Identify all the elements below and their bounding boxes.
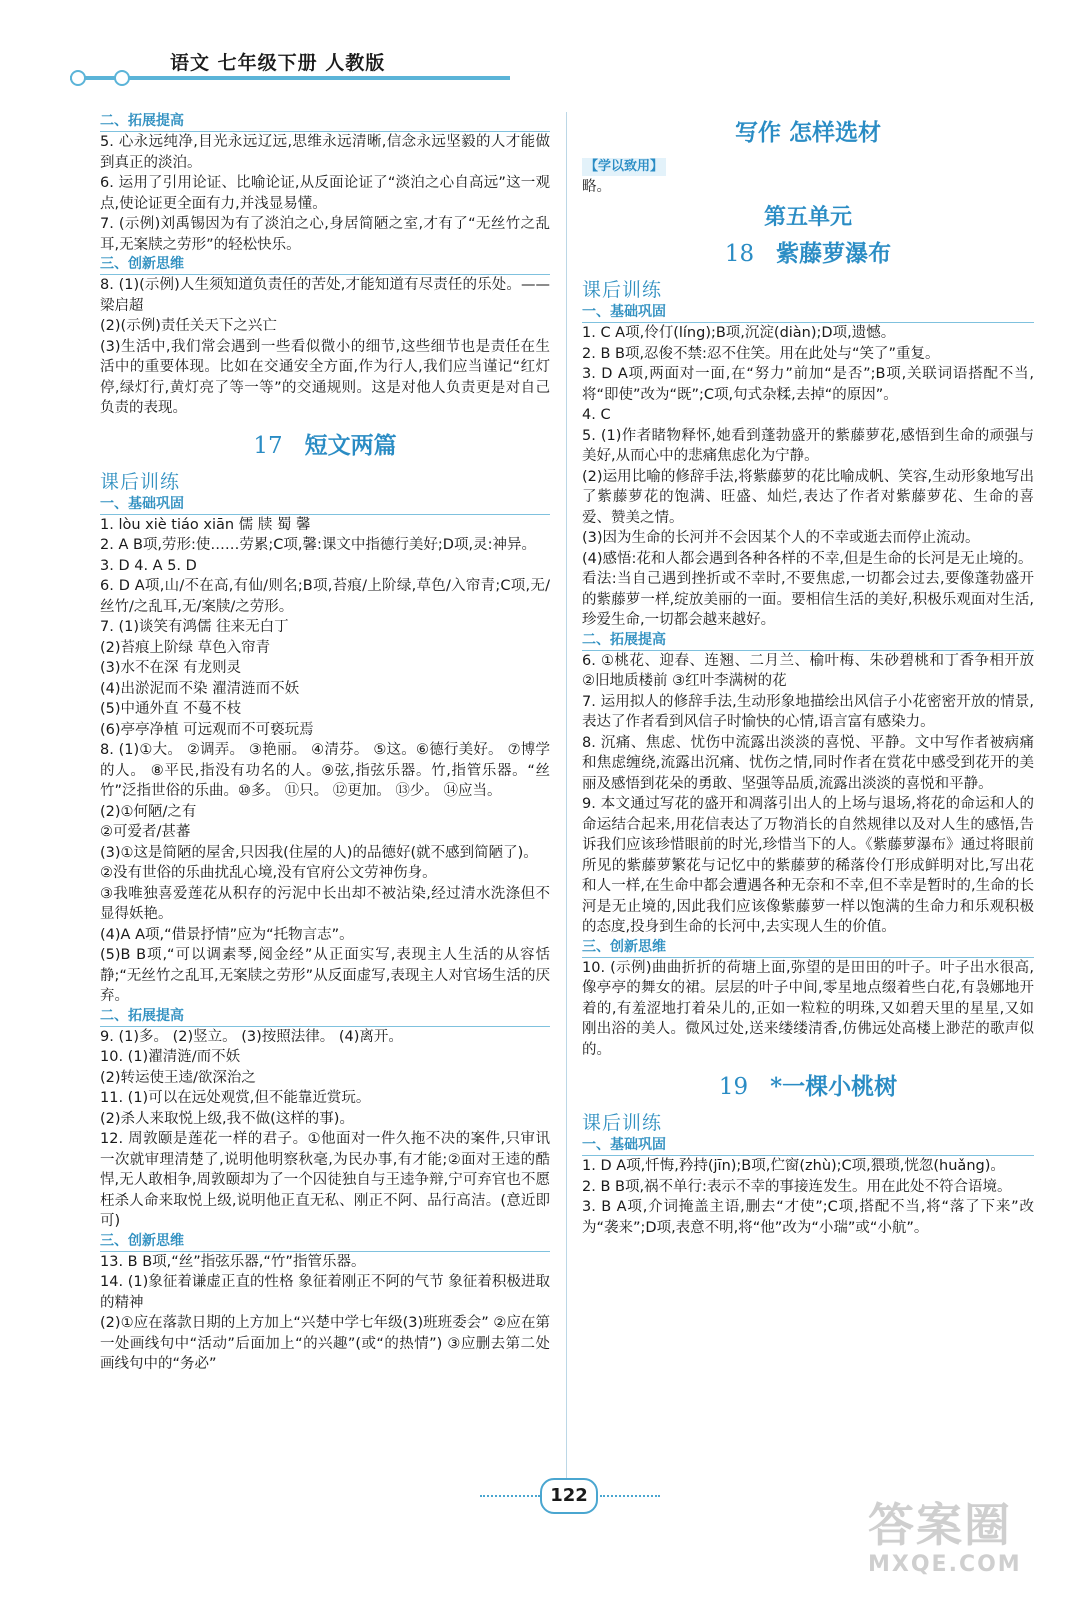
lesson-title: 短文两篇 [304,431,397,459]
subsection-title: 课后训练 [100,470,181,493]
answer-item: 3. D A项,两面对一面,在“努力”前加“是否”;B项,关联词语搭配不当,将“即使”改为“既”;C项,句式杂糅,去掉“的原因”。 [582,366,1034,403]
lesson-title: 紫藤萝瀑布 [776,240,892,267]
lesson-number: 18 [724,241,755,267]
answer-item: 6. D A项,山/不在高,有仙/则名;B项,苔痕/上阶绿,草色/入帘青;C项,无/丝竹/之乱耳,无/案牍/之劳形。 [100,578,550,615]
answer-item: 9. (1)多。 (2)竖立。 (3)按照法律。 (4)离开。 [100,1028,403,1045]
answer-item: (2)苔痕上阶绿 草色入帘青 [100,639,271,656]
answer-item: 7. (1)谈笑有鸿儒 往来无白丁 [100,619,289,635]
answer-item: (5)中通外直 不蔓不枝 [100,701,242,717]
page-footer [480,1478,660,1512]
practice-tag: 【学以致用】 [582,158,666,176]
item-list [100,132,550,255]
answer-item: 14. (1)象征着谦虚正直的性格 象征着刚正不阿的气节 象征着积极进取的精神 [100,1274,550,1311]
footer-dots [480,1495,540,1497]
section-heading: 三、创新思维 [100,1232,550,1252]
section-heading: 二、拓展提高 [100,1007,550,1027]
answer-item: (6)亭亭净植 可远观而不可亵玩焉 [100,721,314,738]
item-list [100,515,550,1007]
answer-item: 13. B B项,“丝”指弦乐器,“竹”指管乐器。 [100,1253,366,1270]
answer-item: (3)①这是简陋的屋舍,只因我(住屋的人)的品德好(就不感到简陋了)。 [100,844,538,861]
unit-title: 第五单元 [763,205,852,230]
answer-item: 8. (1)①大。 ②调弄。 ③艳丽。 ④清芬。 ⑤这。⑥德行美好。 ⑦博学的人。 ⑧平民,指没有功名的人。⑨弦,指弦乐器。竹,指管乐器。“丝竹”泛指世俗的乐曲。⑩多。 ⑪只。 ⑫更加。 ⑬少。 ⑭应当。 [100,742,550,799]
answer-item: 2. B B项,忍俊不禁:忍不住笑。用在此处与“笑了”重复。 [582,345,940,362]
lesson-heading [100,429,550,463]
column-divider [566,112,567,1492]
answer-item: 5. (1)作者睹物释怀,她看到蓬勃盛开的紫藤萝花,感悟到生命的顽强与美好,从而心中的悲痛焦虑化为宁静。 [582,427,1034,464]
answer-item: (4)感悟:花和人都会遇到各种各样的不幸,但是生命的长河是无止境的。 [582,550,1033,567]
answer-item: 10. (示例)曲曲折折的荷塘上面,弥望的是田田的叶子。叶子出水很高,像亭亭的舞女的裙。层层的叶子中间,零星地点缀着些白花,有袅娜地开着的,有羞涩地打着朵儿的,正如一粒粒的明珠,又如碧天里的星星,又如刚出浴的美人。微风过处,送来缕缕清香,仿佛远处高楼上渺茫的歌声似的。 [582,959,1034,1058]
answer-item: 6. ①桃花、迎春、连翘、二月兰、榆叶梅、朱砂碧桃和丁香争相开放 ②旧地质楼前 ③红叶李满树的花 [582,652,1039,689]
answer-item: (2)运用比喻的修辞手法,将紫藤萝的花比喻成帆、笑容,生动形象地写出了紫藤萝花的饱满、旺盛、灿烂,表达了作者对紫藤萝花、生命的喜爱、赞美之情。 [582,468,1034,526]
item-list [100,275,550,419]
answer-item: 8. (1)(示例)人生须知道负责任的苦处,才能知道有尽责任的乐处。——梁启超 [100,277,550,314]
answer-item: (5)B B项,“可以调素琴,阅金经”从正面实写,表现主人生活的从容恬静;“无丝竹之乱耳,无案牍之劳形”从反面虚写,表现主人对官场生活的厌弃。 [100,947,550,1004]
answer-item: (3)生活中,我们常会遇到一些看似微小的细节,这些细节也是责任在生活中的重要体现。比如在交通安全方面,作为行人,我们应当谨记“红灯停,绿灯行,黄灯亮了等一等”的交通规则。这是对他人负责更是对自己负责的表现。 [100,338,550,416]
item-list [100,1027,550,1232]
right-column [582,112,1039,1238]
answer-item: ②可爱者/甚蕃 [100,824,191,840]
page-header [70,44,510,88]
answer-item: ③我唯独喜爱莲花从积存的污泥中长出却不被沾染,经过清水洗涤但不显得妖艳。 [100,885,550,922]
answer-item: 7. 运用拟人的修辞手法,生动形象地描绘出风信子小花密密开放的情景,表达了作者看到风信子时愉快的心情,语言富有感染力。 [582,693,1034,730]
header-dot-icon [70,70,86,86]
answer-item: 10. (1)濯清涟/而不妖 [100,1049,241,1065]
answer-item: 11. (1)可以在远处观赏,但不能靠近赏玩。 [100,1090,371,1106]
subsection-title: 课后训练 [582,279,663,301]
answer-item: (2)杀人来取悦上级,我不做(这样的事)。 [100,1110,354,1127]
left-column [100,112,550,1375]
footer-dots [600,1495,660,1497]
answer-item: 7. (示例)刘禹锡因为有了淡泊之心,身居简陋之室,才有了“无丝竹之乱耳,无案牍之劳形”的轻松快乐。 [100,216,550,253]
practice-answer: 略。 [582,178,611,195]
answer-item: (2)①何陋/之有 [100,803,197,820]
answer-item: 3. D 4. A 5. D [100,557,197,574]
answer-item: 9. 本文通过写花的盛开和凋落引出人的上场与退场,将花的命运和人的命运结合起来,用花信表达了万物消长的自然规律以及对人生的感悟,告诉我们应该珍惜眼前的时光,珍惜当下的人。《紫藤萝瀑布》通过将眼前所见的紫藤萝繁花与记忆中的紫藤萝的稀落伶仃形成鲜明对比,写出花和人一样,在生命中都会遭遇各种无奈和不幸,但不幸是暂时的,生命的长河是无止境的,因此我们应该像紫藤萝一样以饱满的生命力和乐观积极的态度,投身到生命的长河中,去实现人生的价值。 [582,796,1034,935]
answer-item: (4)A A项,“借景抒情”应为“托物言志”。 [100,926,354,943]
answer-item: 2. B B项,祸不单行:表示不幸的事接连发生。用在此处不符合语境。 [582,1178,1012,1195]
answer-item: (2)转运使王逵/欲深治之 [100,1069,256,1086]
page-number: 122 [540,1478,598,1514]
section-heading: 一、基础巩固 [100,495,550,515]
section-heading: 二、拓展提高 [582,631,1034,651]
answer-item: 6. 运用了引用论证、比喻论证,从反面论证了“淡泊之心自高远”这一观点,使论证更全面有力,并浅显易懂。 [100,175,550,212]
answer-item: ②没有世俗的乐曲扰乱心境,没有官府公文劳神伤身。 [100,865,437,881]
answer-item: 3. B A项,介词掩盖主语,删去“才使”;C项,搭配不当,将“落了下来”改为“袭来”;D项,表意不明,将“他”改为“小瑞”或“小航”。 [582,1199,1034,1236]
answer-item: (2)(示例)责任关天下之兴亡 [100,318,277,334]
lesson-title: *一棵小桃树 [770,1073,898,1100]
answer-item: 看法:当自己遇到挫折或不幸时,不要焦虑,一切都会过去,要像蓬勃盛开的紫藤萝一样,绽放美丽的一面。要相信生活的美好,积极乐观面对生活,珍爱生命,一切都会越来越好。 [582,571,1034,628]
item-list [582,958,1034,1061]
writing-title: 写作 怎样选材 [734,119,881,146]
header-dot-icon [114,70,130,86]
lesson-heading [582,237,1034,271]
header-rule [70,76,510,80]
section-heading: 二、拓展提高 [100,112,550,132]
section-heading: 三、创新思维 [100,255,550,275]
item-list [582,651,1039,938]
answer-item: 5. 心永远纯净,目光永远辽远,思维永远清晰,信念永远坚毅的人才能做到真正的淡泊。 [100,134,550,171]
subsection-title: 课后训练 [582,1112,663,1134]
answer-item: 1. lòu xiè tiáo xiān 儒 牍 蜀 馨 [100,516,311,533]
answer-item: (2)①应在落款日期的上方加上“兴楚中学七年级(3)班班委会” ②应在第一处画线句中“活动”后面加上“的兴趣”(或“的热情”) ③应删去第二处画线句中的“务必” [100,1315,550,1372]
book-title: 语文 七年级下册 人教版 [170,52,386,74]
answer-item: 4. C [582,407,611,423]
lesson-number: 17 [253,432,283,459]
answer-item: 2. A B项,劳形:使……劳累;C项,馨:课文中指德行美好;D项,灵:神异。 [100,537,536,553]
watermark-url: MXQE.COM [868,1552,1022,1577]
item-list [100,1252,550,1375]
answer-item: 1. C A项,伶仃(líng);B项,沉淀(diàn);D项,遗憾。 [582,325,896,341]
answer-item: 12. 周敦颐是莲花一样的君子。①他面对一件久拖不决的案件,只审讯一次就审理清楚了,说明他明察秋毫,为民办事,有才能;②面对王逵的酷悍,无人敢相争,周敦颐却为了一个囚徒独自与王逵争辩,宁可弃官也不愿枉杀人命来取悦上级,说明他正直无私、刚正不阿、品行高洁。(意近即可) [100,1131,550,1229]
item-list [582,323,1034,631]
section-heading: 一、基础巩固 [582,303,1034,323]
answer-item: (4)出淤泥而不染 濯清涟而不妖 [100,680,300,697]
answer-item: 1. D A项,忏悔,矜持(jīn);B项,伫窗(zhù);C项,猥琐,恍忽(huǎng)。 [582,1158,1005,1174]
lesson-heading [582,1070,1034,1104]
section-heading: 一、基础巩固 [582,1136,1034,1156]
section-heading: 三、创新思维 [582,938,1034,958]
answer-item: 8. 沉痛、焦虑、忧伤中流露出淡淡的喜悦、平静。文中写作者被病痛和焦虑缠绕,流露出沉痛、忧伤之情,同时作者在赏花中感受到花开的美丽及感悟到花朵的勇敢、坚强等品质,流露出淡淡的喜悦和平静。 [582,734,1034,792]
item-list [582,1156,1034,1238]
watermark [868,1500,1068,1590]
answer-item: (3)水不在深 有龙则灵 [100,660,242,676]
answer-item: (3)因为生命的长河并不会因某个人的不幸或逝去而停止流动。 [582,530,980,546]
lesson-number: 19 [718,1074,749,1100]
watermark-logo: 答案圈 [868,1498,1012,1552]
